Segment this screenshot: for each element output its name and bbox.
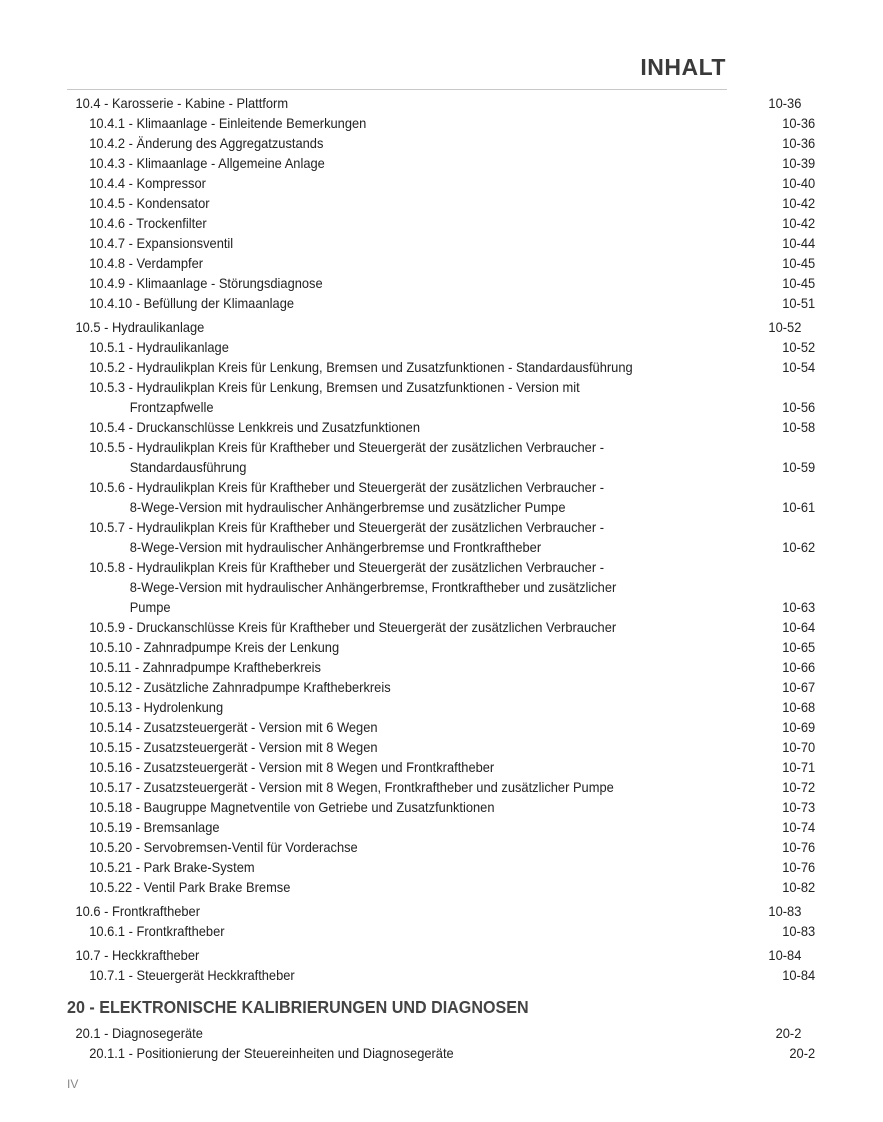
toc-entry-line: Frontzapfwelle	[129, 399, 214, 415]
toc-entry-page: 10-45	[782, 255, 816, 271]
toc-entry-page: 10-39	[782, 155, 816, 171]
toc-entry[interactable]	[0, 697, 883, 717]
toc-entry-page: 10-51	[782, 295, 816, 311]
toc-entry-line: 10.5.21 - Park Brake-System	[89, 859, 255, 875]
toc-entry-title	[89, 357, 883, 377]
toc-entry[interactable]	[0, 657, 883, 677]
toc-entry[interactable]	[0, 273, 883, 293]
toc-entry[interactable]	[0, 213, 883, 233]
toc-entry[interactable]	[0, 357, 883, 377]
toc-entry[interactable]	[0, 253, 883, 273]
toc-entry-title	[89, 437, 883, 477]
toc-entry-title	[75, 1023, 869, 1043]
toc-entry-line: 10.4.7 - Expansionsventil	[89, 235, 234, 251]
toc-entry-page: 10-74	[782, 819, 816, 835]
toc-entry[interactable]	[0, 777, 883, 797]
page-title: INHALT	[640, 54, 726, 80]
toc-entry-title	[89, 817, 883, 837]
toc-entry[interactable]	[0, 717, 883, 737]
toc-entry-title	[89, 617, 883, 637]
toc-entry-page: 10-63	[782, 599, 816, 615]
toc-entry-line: 10.5.16 - Zusatzsteuergerät - Version mit 8 Wegen und Frontkraftheber	[89, 759, 495, 775]
toc-entry-line: 10.4.2 - Änderung des Aggregatzustands	[89, 135, 324, 151]
toc-entry-title	[75, 93, 869, 113]
toc-entry-page: 10-83	[782, 923, 816, 939]
toc-entry[interactable]	[0, 901, 869, 921]
toc-entry-page: 10-76	[782, 839, 816, 855]
toc-entry-title	[89, 557, 883, 617]
toc-entry-page: 10-42	[782, 215, 816, 231]
toc-entry-title	[89, 293, 883, 313]
toc-entry-page: 10-36	[782, 115, 816, 131]
toc-entry-line: 10.5.22 - Ventil Park Brake Bremse	[89, 879, 291, 895]
toc-list	[0, 93, 816, 985]
toc-entry-title	[89, 857, 883, 877]
toc-entry-page: 10-44	[782, 235, 816, 251]
toc-entry-page: 10-69	[782, 719, 816, 735]
toc-entry-title	[89, 877, 883, 897]
toc-entry[interactable]	[0, 877, 883, 897]
toc-entry-page: 10-71	[782, 759, 816, 775]
toc-entry-line: 10.4.5 - Kondensator	[89, 195, 210, 211]
toc-entry-page: 10-76	[782, 859, 816, 875]
toc-entry-line: 10.4.8 - Verdampfer	[89, 255, 204, 271]
toc-entry[interactable]	[0, 965, 883, 985]
toc-list-secondary	[0, 1023, 816, 1063]
toc-entry[interactable]	[0, 921, 883, 941]
toc-entry-line: 10.5.7 - Hydraulikplan Kreis für Kraftheber und Steuergerät der zusätzlichen Verbraucher -	[89, 519, 605, 535]
toc-entry-page: 10-56	[782, 399, 816, 415]
toc-entry-title	[89, 133, 883, 153]
toc-entry-title	[89, 797, 883, 817]
toc-entry[interactable]	[0, 233, 883, 253]
toc-entry-line: 10.5.5 - Hydraulikplan Kreis für Kraftheber und Steuergerät der zusätzlichen Verbraucher -	[89, 439, 605, 455]
toc-entry-page: 10-52	[768, 319, 802, 335]
toc-entry-line: 10.4.9 - Klimaanlage - Störungsdiagnose	[89, 275, 323, 291]
toc-entry-title	[75, 317, 869, 337]
toc-entry-line: 8-Wege-Version mit hydraulischer Anhängerbremse und Frontkraftheber	[129, 539, 542, 555]
toc-entry-page: 10-40	[782, 175, 816, 191]
toc-entry[interactable]	[0, 93, 869, 113]
toc-entry[interactable]	[0, 317, 869, 337]
toc-entry-title	[89, 517, 883, 557]
toc-entry-line: Standardausführung	[129, 459, 247, 475]
toc-entry-title	[89, 153, 883, 173]
toc-entry[interactable]	[0, 1023, 869, 1043]
toc-entry-title	[89, 965, 883, 985]
toc-entry-title	[89, 837, 883, 857]
toc-entry[interactable]	[0, 837, 883, 857]
toc-entry-line: 10.5.18 - Baugruppe Magnetventile von Getriebe und Zusatzfunktionen	[89, 799, 495, 815]
toc-entry-line: 20.1 - Diagnosegeräte	[75, 1025, 203, 1041]
toc-entry-line: 10.4 - Karosserie - Kabine - Plattform	[75, 95, 289, 111]
toc-entry-line: 10.5.12 - Zusätzliche Zahnradpumpe Kraftheberkreis	[89, 679, 391, 695]
toc-entry-title	[89, 921, 883, 941]
toc-entry-page: 10-45	[782, 275, 816, 291]
toc-entry-line: 10.4.6 - Trockenfilter	[89, 215, 207, 231]
toc-entry-line: 10.5.4 - Druckanschlüsse Lenkkreis und Zusatzfunktionen	[89, 419, 421, 435]
toc-entry-title	[89, 417, 883, 437]
toc-entry-page: 10-62	[782, 539, 816, 555]
header-divider	[67, 89, 727, 90]
toc-entry[interactable]	[0, 133, 883, 153]
toc-entry[interactable]	[0, 377, 883, 417]
toc-entry-page: 10-83	[768, 903, 802, 919]
toc-entry-page: 20-2	[789, 1045, 816, 1061]
toc-entry-line: 10.4.1 - Klimaanlage - Einleitende Bemerkungen	[89, 115, 367, 131]
toc-entry-line: 10.5.17 - Zusatzsteuergerät - Version mit 8 Wegen, Frontkraftheber und zusätzlicher Pumpe	[89, 779, 614, 795]
toc-entry-line: 10.6.1 - Frontkraftheber	[89, 923, 225, 939]
toc-entry[interactable]	[0, 113, 883, 133]
toc-entry-title	[75, 901, 869, 921]
toc-entry-line: 10.5.1 - Hydraulikanlage	[89, 339, 229, 355]
toc-entry-line: 10.4.4 - Kompressor	[89, 175, 206, 191]
toc-entry[interactable]	[0, 173, 883, 193]
toc-entry-title	[89, 173, 883, 193]
toc-entry-line: 10.5.11 - Zahnradpumpe Kraftheberkreis	[89, 659, 321, 675]
toc-entry-line: 10.5.14 - Zusatzsteuergerät - Version mit 6 Wegen	[89, 719, 378, 735]
toc-entry-page: 10-52	[782, 339, 816, 355]
toc-entry[interactable]	[0, 1043, 883, 1063]
toc-entry[interactable]	[0, 517, 883, 557]
toc-entry-page: 10-54	[782, 359, 816, 375]
toc-entry[interactable]	[0, 677, 883, 697]
toc-entry-page: 10-66	[782, 659, 816, 675]
toc-entry-page: 10-73	[782, 799, 816, 815]
toc-entry-title	[89, 777, 883, 797]
toc-entry-line: 10.5 - Hydraulikanlage	[75, 319, 205, 335]
toc-entry-page: 10-68	[782, 699, 816, 715]
toc-entry-line: 10.6 - Frontkraftheber	[75, 903, 201, 919]
toc-entry-page: 10-58	[782, 419, 816, 435]
toc-entry-title	[89, 637, 883, 657]
toc-entry-line: 10.4.10 - Befüllung der Klimaanlage	[89, 295, 295, 311]
toc-entry-title	[89, 213, 883, 233]
toc-entry-line: Pumpe	[129, 599, 171, 615]
toc-entry-page: 10-84	[782, 967, 816, 983]
toc-entry-page: 10-72	[782, 779, 816, 795]
toc-entry-line: 8-Wege-Version mit hydraulischer Anhängerbremse, Frontkraftheber und zusätzlicher	[129, 579, 617, 595]
toc-entry[interactable]	[0, 817, 883, 837]
toc-entry-title	[89, 377, 883, 417]
toc-entry-title	[89, 273, 883, 293]
toc-entry-page: 20-2	[775, 1025, 802, 1041]
toc-entry-page: 10-65	[782, 639, 816, 655]
toc-entry[interactable]	[0, 437, 883, 477]
toc-entry-page: 10-67	[782, 679, 816, 695]
toc-entry-page: 10-36	[768, 95, 802, 111]
toc-entry-page: 10-42	[782, 195, 816, 211]
toc-entry[interactable]	[0, 797, 883, 817]
toc-entry-line: 8-Wege-Version mit hydraulischer Anhängerbremse und zusätzlicher Pumpe	[129, 499, 566, 515]
toc-entry-line: 10.5.20 - Servobremsen-Ventil für Vorderachse	[89, 839, 358, 855]
toc-entry-line: 10.5.2 - Hydraulikplan Kreis für Lenkung, Bremsen und Zusatzfunktionen - Standardausführung	[89, 359, 633, 375]
toc-entry[interactable]	[0, 557, 883, 617]
toc-entry[interactable]	[0, 477, 883, 517]
toc-entry[interactable]	[0, 857, 883, 877]
toc-entry-title	[89, 657, 883, 677]
toc-entry-title	[89, 697, 883, 717]
page-number: IV	[67, 1077, 79, 1091]
toc-entry[interactable]	[0, 945, 869, 965]
toc-entry[interactable]	[0, 417, 883, 437]
toc-entry-line: 10.5.3 - Hydraulikplan Kreis für Lenkung, Bremsen und Zusatzfunktionen - Version mit	[89, 379, 580, 395]
toc-entry-title	[89, 677, 883, 697]
toc-entry[interactable]	[0, 293, 883, 313]
toc-entry-line: 10.5.15 - Zusatzsteuergerät - Version mit 8 Wegen	[89, 739, 378, 755]
toc-entry[interactable]	[0, 617, 883, 637]
toc-entry-page: 10-61	[782, 499, 816, 515]
toc-entry-title	[89, 233, 883, 253]
toc-entry-line: 10.5.13 - Hydrolenkung	[89, 699, 224, 715]
toc-entry-title	[89, 113, 883, 133]
toc-entry-page: 10-84	[768, 947, 802, 963]
toc-entry-page: 10-64	[782, 619, 816, 635]
toc-entry-line: 10.5.9 - Druckanschlüsse Kreis für Kraftheber und Steuergerät der zusätzlichen Verbraucher	[89, 619, 617, 635]
toc-entry[interactable]	[0, 193, 883, 213]
toc-entry[interactable]	[0, 637, 883, 657]
toc-entry-line: 10.7 - Heckkraftheber	[75, 947, 200, 963]
toc-entry-title	[75, 945, 869, 965]
section-heading: 20 - ELEKTRONISCHE KALIBRIERUNGEN UND DIAGNOSEN	[67, 997, 529, 1017]
toc-entry-line: 20.1.1 - Positionierung der Steuereinheiten und Diagnosegeräte	[89, 1045, 454, 1061]
toc-entry-title	[89, 193, 883, 213]
toc-entry[interactable]	[0, 757, 883, 777]
toc-entry-line: 10.7.1 - Steuergerät Heckkraftheber	[89, 967, 295, 983]
toc-entry[interactable]	[0, 737, 883, 757]
toc-entry-line: 10.4.3 - Klimaanlage - Allgemeine Anlage	[89, 155, 325, 171]
toc-entry-page: 10-36	[782, 135, 816, 151]
toc-entry-page: 10-70	[782, 739, 816, 755]
toc-entry-title	[89, 477, 883, 517]
toc-entry-title	[89, 717, 883, 737]
toc-entry-title	[89, 757, 883, 777]
toc-entry-title	[89, 1043, 883, 1063]
toc-entry-line: 10.5.19 - Bremsanlage	[89, 819, 220, 835]
toc-entry[interactable]	[0, 337, 883, 357]
toc-entry[interactable]	[0, 153, 883, 173]
toc-entry-line: 10.5.10 - Zahnradpumpe Kreis der Lenkung	[89, 639, 340, 655]
toc-entry-page: 10-82	[782, 879, 816, 895]
toc-entry-title	[89, 737, 883, 757]
toc-entry-line: 10.5.8 - Hydraulikplan Kreis für Kraftheber und Steuergerät der zusätzlichen Verbraucher -	[89, 559, 605, 575]
toc-entry-page: 10-59	[782, 459, 816, 475]
toc-entry-title	[89, 253, 883, 273]
toc-entry-title	[89, 337, 883, 357]
toc-entry-line: 10.5.6 - Hydraulikplan Kreis für Kraftheber und Steuergerät der zusätzlichen Verbraucher -	[89, 479, 605, 495]
